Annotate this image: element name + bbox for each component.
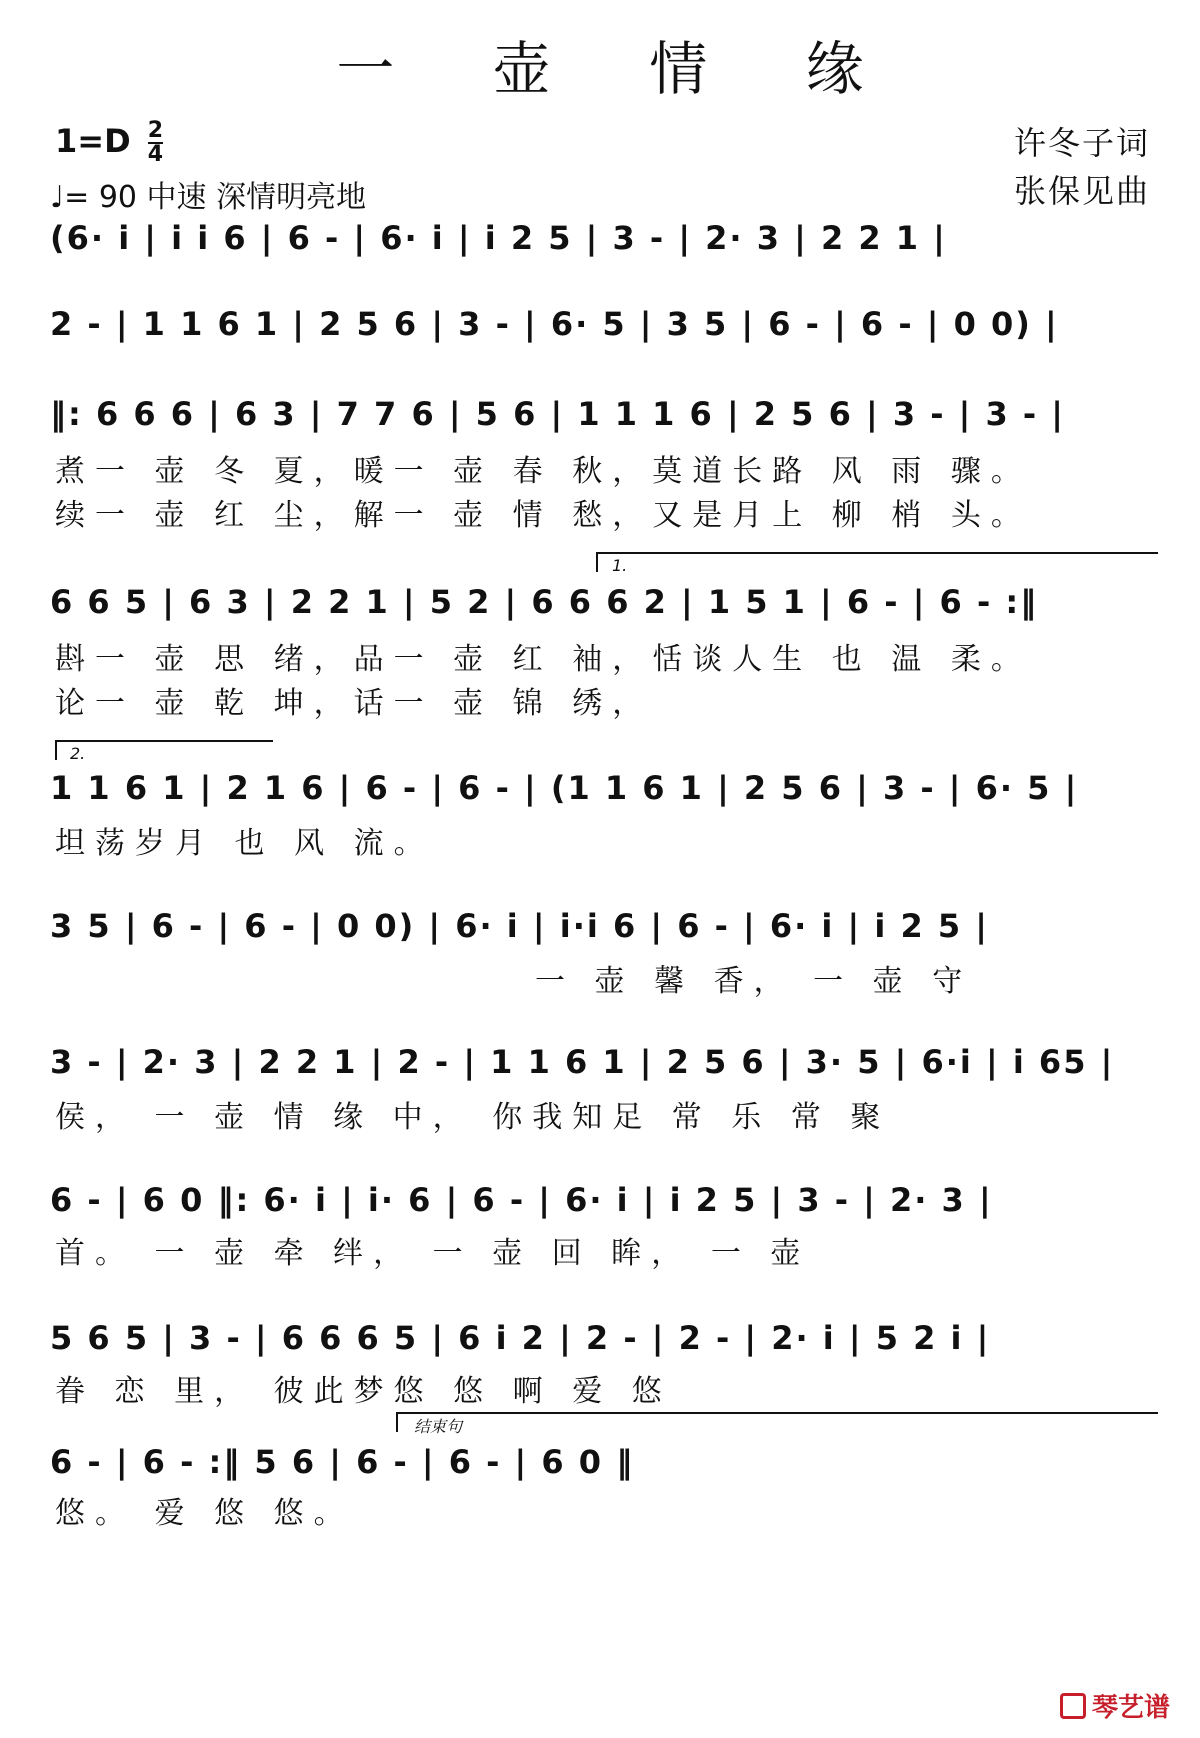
ending-bracket [396, 1412, 1158, 1432]
notation-row-2: 2 - | 1 1 6 1 | 2 5 6 | 3 - | 6· 5 | 3 5 | 6 - | 6 - | 0 0) | [50, 305, 1059, 343]
notation-row-8: 6 - | 6 0 ‖: 6· i | i· 6 | 6 - | 6· i | i 2 5 | 3 - | 2· 3 | [50, 1181, 993, 1219]
lyric-row-4b: 论一 壶 乾 坤，话一 壶 锦 绣， [55, 686, 653, 721]
logo-icon [1060, 1693, 1086, 1719]
lyric-row-7: 侯， 一 壶 情 缘 中， 你我知足 常 乐 常 聚 [55, 1100, 891, 1135]
volta-bracket-2 [55, 740, 273, 760]
watermark-text: 琴艺谱 [1091, 1693, 1170, 1723]
time-sig-top: 2 [147, 118, 164, 143]
notation-row-7: 3 - | 2· 3 | 2 2 1 | 2 - | 1 1 6 1 | 2 5 6 | 3· 5 | 6·i | i 65 | [50, 1043, 1115, 1081]
score-title: 一 壶 情 缘 [336, 35, 904, 103]
notation-row-9: 5 6 5 | 3 - | 6 6 6 5 | 6 i 2 | 2 - | 2 - | 2· i | 5 2 i | [50, 1319, 991, 1357]
notation-row-3: ‖: 6 6 6 | 6 3 | 7 7 6 | 5 6 | 1 1 1 6 | 2 5 6 | 3 - | 3 - | [50, 395, 1065, 433]
notation-row-1: (6· i | i i 6 | 6 - | 6· i | i 2 5 | 3 - | 2· 3 | 2 2 1 | [50, 219, 947, 257]
lyric-row-10: 悠。 爱 悠 悠。 [55, 1496, 354, 1531]
lyric-row-3b: 续一 壶 红 尘，解一 壶 情 愁，又是月上 柳 梢 头。 [55, 498, 1031, 533]
notation-row-4: 6 6 5 | 6 3 | 2 2 1 | 5 2 | 6 6 6 2 | 1 5 1 | 6 - | 6 - :‖ [50, 583, 1039, 621]
lyric-row-4a: 斟一 壶 思 绪，品一 壶 红 袖，恬谈人生 也 温 柔。 [55, 642, 1031, 677]
site-watermark [1060, 1687, 1170, 1724]
lyric-row-3a: 煮一 壶 冬 夏，暖一 壶 春 秋，莫道长路 风 雨 骤。 [55, 454, 1031, 489]
volta-label-1: 1. [612, 556, 628, 575]
key-label: 1=D [55, 122, 131, 160]
notation-row-6: 3 5 | 6 - | 6 - | 0 0) | 6· i | i·i 6 | 6 - | 6· i | i 2 5 | [50, 907, 989, 945]
key-signature [55, 120, 163, 166]
notation-row-5: 1 1 6 1 | 2 1 6 | 6 - | 6 - | (1 1 6 1 | 2 5 6 | 3 - | 6· 5 | [50, 769, 1079, 807]
composer-credit: 张保见曲 [1013, 172, 1150, 210]
lyricist-credit: 许冬子词 [1013, 124, 1150, 162]
notation-row-10: 6 - | 6 - :‖ 5 6 | 6 - | 6 - | 6 0 ‖ [50, 1443, 635, 1481]
volta-bracket-1 [596, 552, 1158, 572]
time-sig-bottom: 4 [147, 142, 164, 167]
lyric-row-9: 眷 恋 里， 彼此梦悠 悠 啊 爱 悠 [55, 1374, 672, 1409]
time-signature [148, 120, 163, 166]
ending-label: 结束句 [414, 1417, 463, 1436]
tempo-marking: ♩= 90 中速 深情明亮地 [50, 180, 367, 215]
lyric-row-6: 一 壶 馨 香， 一 壶 守 [535, 964, 973, 999]
volta-label-2: 2. [70, 744, 86, 763]
lyric-row-5: 坦荡岁月 也 风 流。 [55, 826, 434, 861]
lyric-row-8: 首。 一 壶 牵 绊， 一 壶 回 眸， 一 壶 [55, 1236, 811, 1271]
